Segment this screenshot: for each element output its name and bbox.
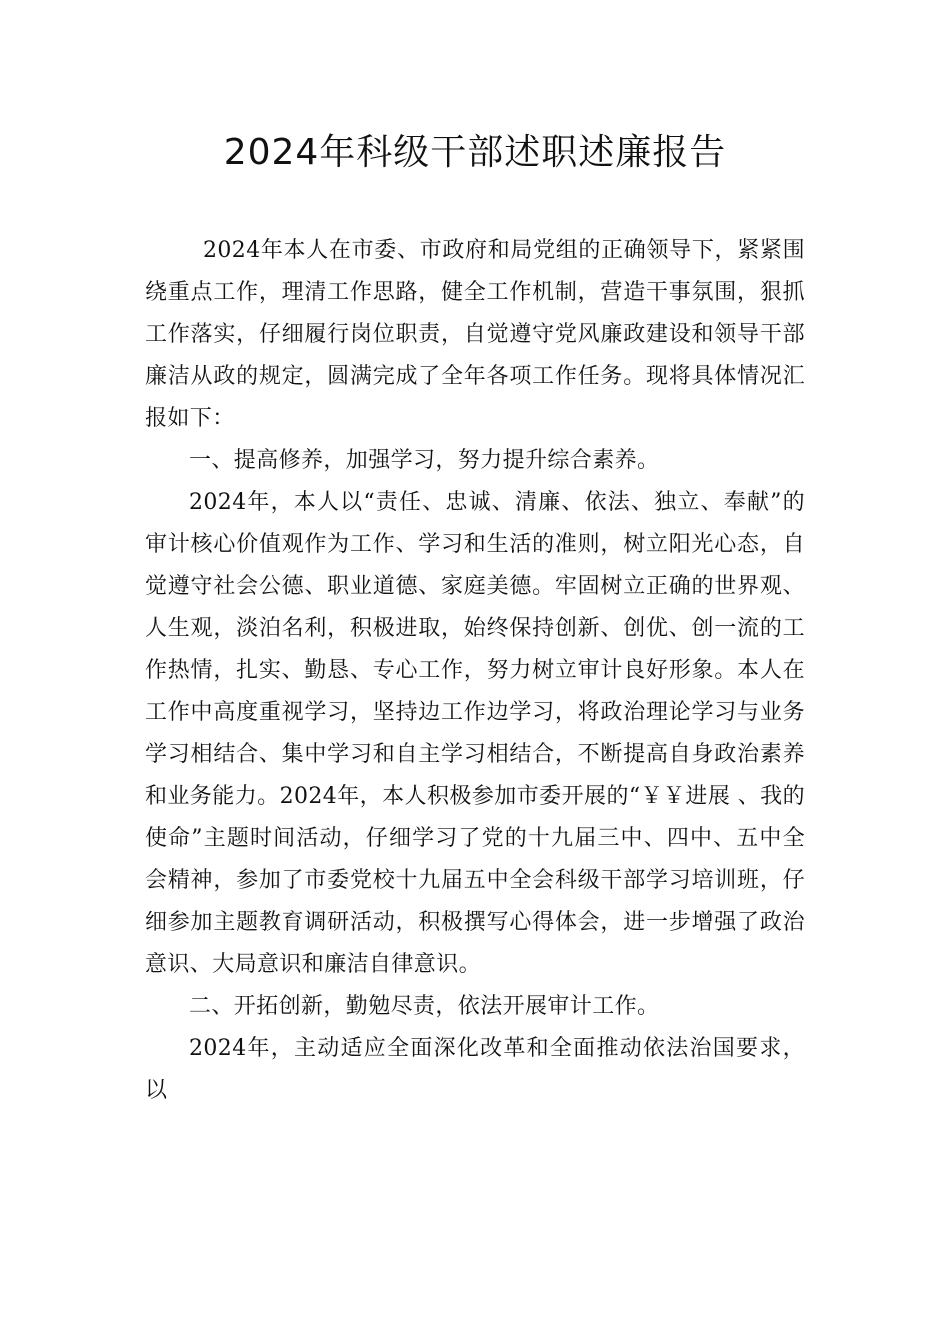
document-title: 2024年科级干部述职述廉报告 [223,132,727,173]
paragraph-intro: 2024年本人在市委、市政府和局党组的正确领导下，紧紧围绕重点工作，理清工作思路，健全工作机制，营造干事氛围，狠抓工作落实，仔细履行岗位职责，自觉遵守党风廉政建设和领导干部廉洁从政的规定，圆满完成了全年各项工作任务。现将具体情况汇报如下： [145,238,805,431]
section-heading-1: 一、提高修养，加强学习，努力提升综合素养。 [189,448,660,473]
section-heading-2: 二、开拓创新，勤勉尽责，依法开展审计工作。 [189,994,660,1019]
paragraph-section-2: 2024年，主动适应全面深化改革和全面推动依法治国要求，以 [145,1036,805,1103]
paragraph-section-1: 2024年，本人以“责任、忠诚、清廉、依法、独立、奉献”的审计核心价值观作为工作、学习和生活的准则，树立阳光心态，自觉遵守社会公德、职业道德、家庭美德。牢固树立正确的世界观、人生观，淡泊名利，积极进取，始终保持创新、创优、创一流的工作热情，扎实、勤恳、专心工作，努力树立审计良好形象。本人在工作中高度重视学习，坚持边工作边学习，将政治理论学习与业务学习相结合、集中学习和自主学习相结合，不断提高自身政治素养和业务能力。2024年，本人积极参加市委开展的“￥￥进展 、我的使命”主题时间活动，仔细学习了党的十九届三中、四中、五中全会精神，参加了市委党校十九届五中全会科级干部学习培训班，仔细参加主题教育调研活动，积极撰写心得体会，进一步增强了政治意识、大局意识和廉洁自律意识。 [145,490,805,977]
document-body [145,230,805,1112]
